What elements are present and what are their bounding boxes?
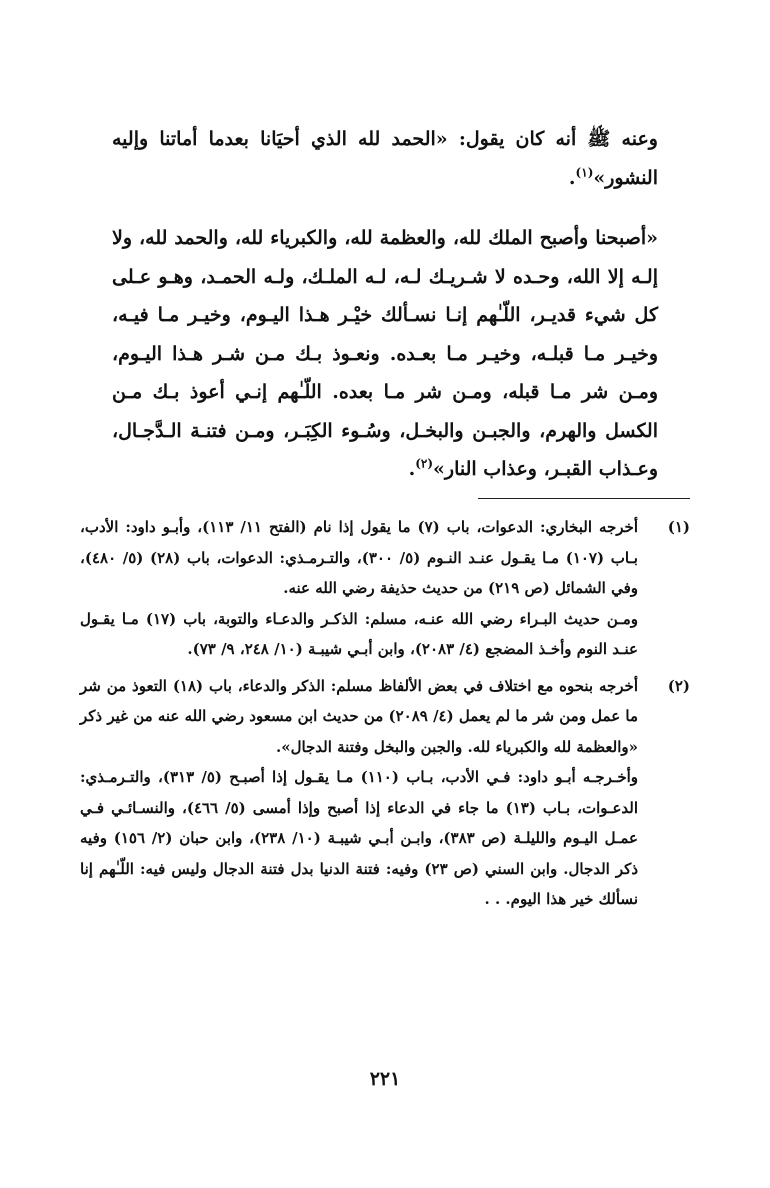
paragraph-text: «أصبحنا وأصبح الملك لله، والعظمة لله، والكبرياء لله، والحمد لله، ولا إلـه إلا الله، وحـده لا شـريـك لـه، لـه الملـك، ولـه الحمـد، وهـو عـلى كل شيء قديـر، اللّـٰهم إنـا نسـألك خيْـر هـذا اليـوم، وخيـر مـا فيـه، وخيـر مـا قبلـه، وخيـر مـا بعـده. ونعـوذ بـك مـن شـر هـذا اليـوم، ومـن شر مـا قبله، ومـن شر مـا بعده. اللّـٰهم إنـي أعوذ بـك مـن الكسل والهرم، والجبـن والبخـل، وسُـوء الكِبَـر، ومـن فتنـة الـدَّجـال، وعـذاب القبـر، وعذاب النار» bbox=[112, 227, 658, 480]
footnote-number: (٢) bbox=[667, 676, 690, 695]
footnotes bbox=[80, 512, 690, 921]
main-text bbox=[112, 120, 658, 511]
paragraph-end: . bbox=[408, 458, 416, 480]
page-number: ٢٢١ bbox=[369, 1068, 401, 1090]
footnote-body bbox=[80, 671, 638, 915]
footnote-1 bbox=[80, 512, 690, 665]
main-paragraph-1 bbox=[112, 120, 658, 197]
footnote-paragraph: أخرجه البخاري: الدعوات، باب (٧) ما يقول إذا نام (الفتح ١١/ ١١٣)، وأبـو داود: الأدب، بـاب (١٠٧) مـا يقـول عنـد النـوم (٥/ ٣٠٠)، والتـرمـذي: الدعوات، باب (٢٨) (٥/ ٤٨٠)، وفي الشمائل (ص ٢١٩) من حديث حذيفة رضي الله عنه. bbox=[80, 518, 638, 597]
paragraph-end: . bbox=[568, 166, 576, 189]
footnote-paragraph: وأخـرجـه أبـو داود: فـي الأدب، بـاب (١١٠) مـا يقـول إذا أصبـح (٥/ ٣١٣)، والتـرمـذي: الدعـوات، بـاب (١٣) ما جاء في الدعاء إذا أصبح وإذا أمسى (٥/ ٤٦٦)، والنسـائـي فـي عمـل اليـوم والليلـة (ص ٣٨٣)، وابـن أبـي شيبـة (١٠/ ٢٣٨)، وابن حبان (٢/ ١٥٦) وفيه ذكر الدجال. وابن السني (ص ٢٣) وفيه: فتنة الدنيا بدل فتنة الدجال وليس فيه: اللّـٰهم إنا نسألك خير هذا اليوم. . . bbox=[80, 768, 639, 908]
footnote-ref-1: (١) bbox=[575, 165, 594, 180]
footnote-ref-2: (٢) bbox=[415, 456, 434, 471]
footnote-paragraph: ومـن حديث البـراء رضي الله عنـه، مسلم: الذكـر والدعـاء والتوبة، باب (١٧) مـا يقـول عنـد النوم وأخـذ المضجع (٤/ ٢٠٨٣)، وابن أبـي شيبـة (١٠/ ٢٤٨، ٩/ ٧٣). bbox=[80, 609, 638, 658]
footnote-paragraph: أخرجه بنحوه مع اختلاف في بعض الألفاظ مسلم: الذكر والدعاء، باب (١٨) التعوذ من شر ما عمل ومن شر ما لم يعمل (٤/ ٢٠٨٩) من حديث ابن مسعود رضي الله عنه من غير ذكر «والعظمة لله والكبرياء لله. والجبن والبخل وفتنة الدجال». bbox=[80, 676, 638, 756]
footnote-2 bbox=[80, 671, 690, 915]
footnote-body bbox=[80, 512, 638, 665]
footnote-separator bbox=[478, 498, 690, 499]
main-paragraph-2 bbox=[112, 219, 658, 489]
paragraph-text: وعنه ﷺ أنه كان يقول: «الحمد لله الذي أحيَانا بعدما أماتنا وإليه النشور» bbox=[112, 128, 658, 189]
footnote-number: (١) bbox=[667, 518, 690, 536]
